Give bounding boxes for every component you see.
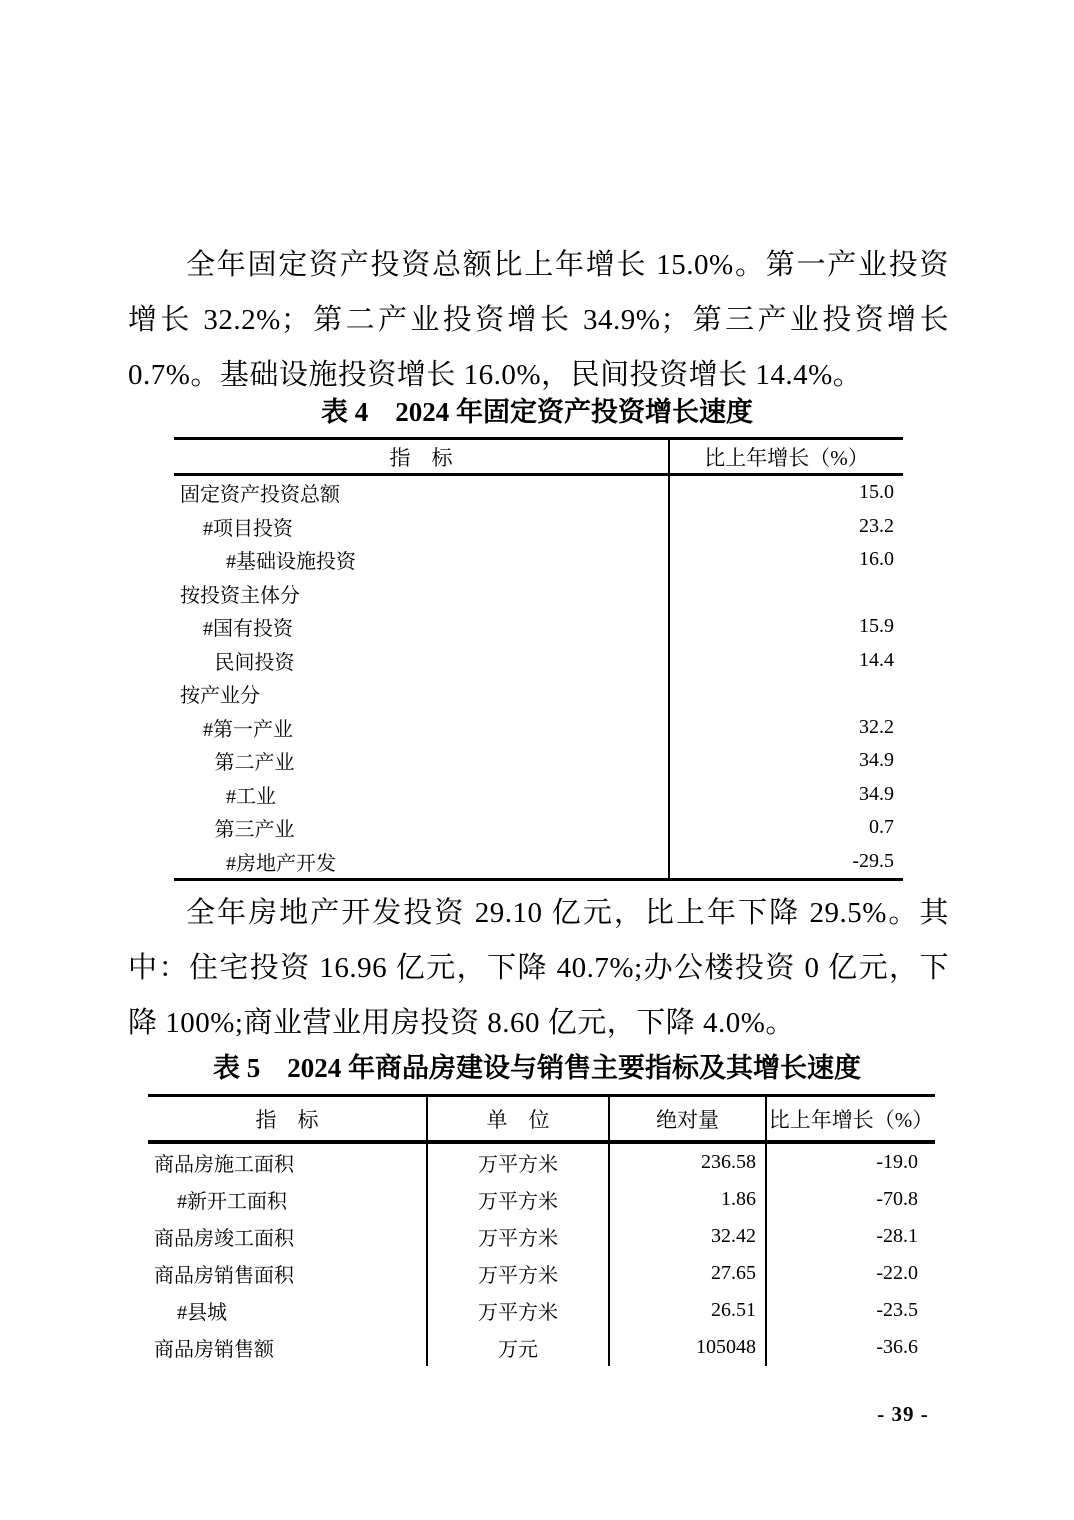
page-number: - 39 - <box>877 1402 929 1426</box>
table5-header-growth: 比上年增长（%） <box>768 1107 934 1132</box>
table5-commercial-housing <box>148 1094 935 1366</box>
table-row <box>174 476 903 510</box>
table4-header-growth: 比上年增长（%） <box>704 445 869 470</box>
row-label: 按投资主体分 <box>174 577 670 611</box>
row-value: 32.2 <box>859 715 894 738</box>
row-value: 15.9 <box>859 615 894 638</box>
row-label: 商品房销售额 <box>148 1329 428 1366</box>
row-label: #房地产开发 <box>174 845 670 879</box>
table-row <box>174 778 903 812</box>
table5-header-absolute: 绝对量 <box>610 1097 767 1140</box>
table4-header-indicator: 指 标 <box>174 440 670 473</box>
table-row <box>174 644 903 678</box>
paragraph-real-estate-investment: 全年房地产开发投资 29.10 亿元，比上年下降 29.5%。其中：住宅投资 16.96 亿元，下降 40.7%;办公楼投资 0 亿元，下降 100%;商业营业用房投资 8.60 亿元，下降 4.0%。 <box>128 897 949 1039</box>
row-growth: -70.8 <box>876 1188 918 1210</box>
row-label: #基础设施投资 <box>174 543 670 577</box>
table-row <box>174 677 903 711</box>
row-value: 34.9 <box>859 782 894 805</box>
table-row <box>174 543 903 577</box>
row-growth: -28.1 <box>876 1225 918 1247</box>
table-row <box>148 1218 935 1255</box>
row-unit: 万平方米 <box>428 1218 610 1255</box>
row-growth: -19.0 <box>876 1151 918 1173</box>
row-unit: 万平方米 <box>428 1255 610 1292</box>
table4-investment-growth <box>174 437 903 881</box>
row-value: 34.9 <box>859 749 894 772</box>
row-label: 按产业分 <box>174 677 670 711</box>
table5-header-row <box>148 1097 935 1144</box>
paragraph-fixed-asset-investment: 全年固定资产投资总额比上年增长 15.0%。第一产业投资增长 32.2%；第二产业投资增长 34.9%；第三产业投资增长 0.7%。基础设施投资增长 16.0%，民间投资增长 14.4%。 <box>128 249 949 391</box>
row-absolute: 32.42 <box>610 1218 767 1255</box>
table5-title: 表 5 2024 年商品房建设与销售主要指标及其增长速度 <box>213 1053 861 1083</box>
table-row <box>174 510 903 544</box>
table-row <box>174 811 903 845</box>
row-growth: -23.5 <box>876 1299 918 1321</box>
row-label: 固定资产投资总额 <box>174 476 670 510</box>
row-value: 15.0 <box>859 481 894 504</box>
table5-header-unit: 单 位 <box>428 1097 610 1140</box>
table-row <box>174 845 903 879</box>
table-row <box>148 1181 935 1218</box>
row-value: 14.4 <box>859 648 894 671</box>
table-row <box>174 610 903 644</box>
row-absolute: 26.51 <box>610 1292 767 1329</box>
table-row <box>174 577 903 611</box>
row-absolute: 236.58 <box>610 1144 767 1181</box>
row-absolute: 27.65 <box>610 1255 767 1292</box>
table-row <box>148 1292 935 1329</box>
row-absolute: 1.86 <box>610 1181 767 1218</box>
row-label: 第三产业 <box>174 811 670 845</box>
table-row <box>148 1144 935 1181</box>
row-label: #工业 <box>174 778 670 812</box>
row-value <box>670 677 903 711</box>
row-label: 民间投资 <box>174 644 670 678</box>
row-unit: 万元 <box>428 1329 610 1366</box>
row-value: 16.0 <box>859 548 894 571</box>
table-row <box>174 744 903 778</box>
row-label: 商品房施工面积 <box>148 1144 428 1181</box>
row-label: 商品房销售面积 <box>148 1255 428 1292</box>
table4-title: 表 4 2024 年固定资产投资增长速度 <box>321 397 753 427</box>
row-unit: 万平方米 <box>428 1181 610 1218</box>
row-value <box>670 577 903 611</box>
row-label: #国有投资 <box>174 610 670 644</box>
table4-header-row <box>174 440 903 476</box>
row-label: 第二产业 <box>174 744 670 778</box>
table-row <box>148 1255 935 1292</box>
table5-header-indicator: 指 标 <box>148 1097 428 1140</box>
row-value: 0.7 <box>869 816 894 839</box>
row-unit: 万平方米 <box>428 1292 610 1329</box>
row-growth: -22.0 <box>876 1262 918 1284</box>
row-label: 商品房竣工面积 <box>148 1218 428 1255</box>
row-unit: 万平方米 <box>428 1144 610 1181</box>
table-row <box>174 711 903 745</box>
row-value: 23.2 <box>859 514 894 537</box>
row-value: -29.5 <box>852 849 894 872</box>
table-row <box>148 1329 935 1366</box>
row-label: #新开工面积 <box>148 1181 428 1218</box>
row-absolute: 105048 <box>610 1329 767 1366</box>
row-label: #项目投资 <box>174 510 670 544</box>
row-label: #第一产业 <box>174 711 670 745</box>
row-growth: -36.6 <box>876 1336 918 1358</box>
row-label: #县城 <box>148 1292 428 1329</box>
